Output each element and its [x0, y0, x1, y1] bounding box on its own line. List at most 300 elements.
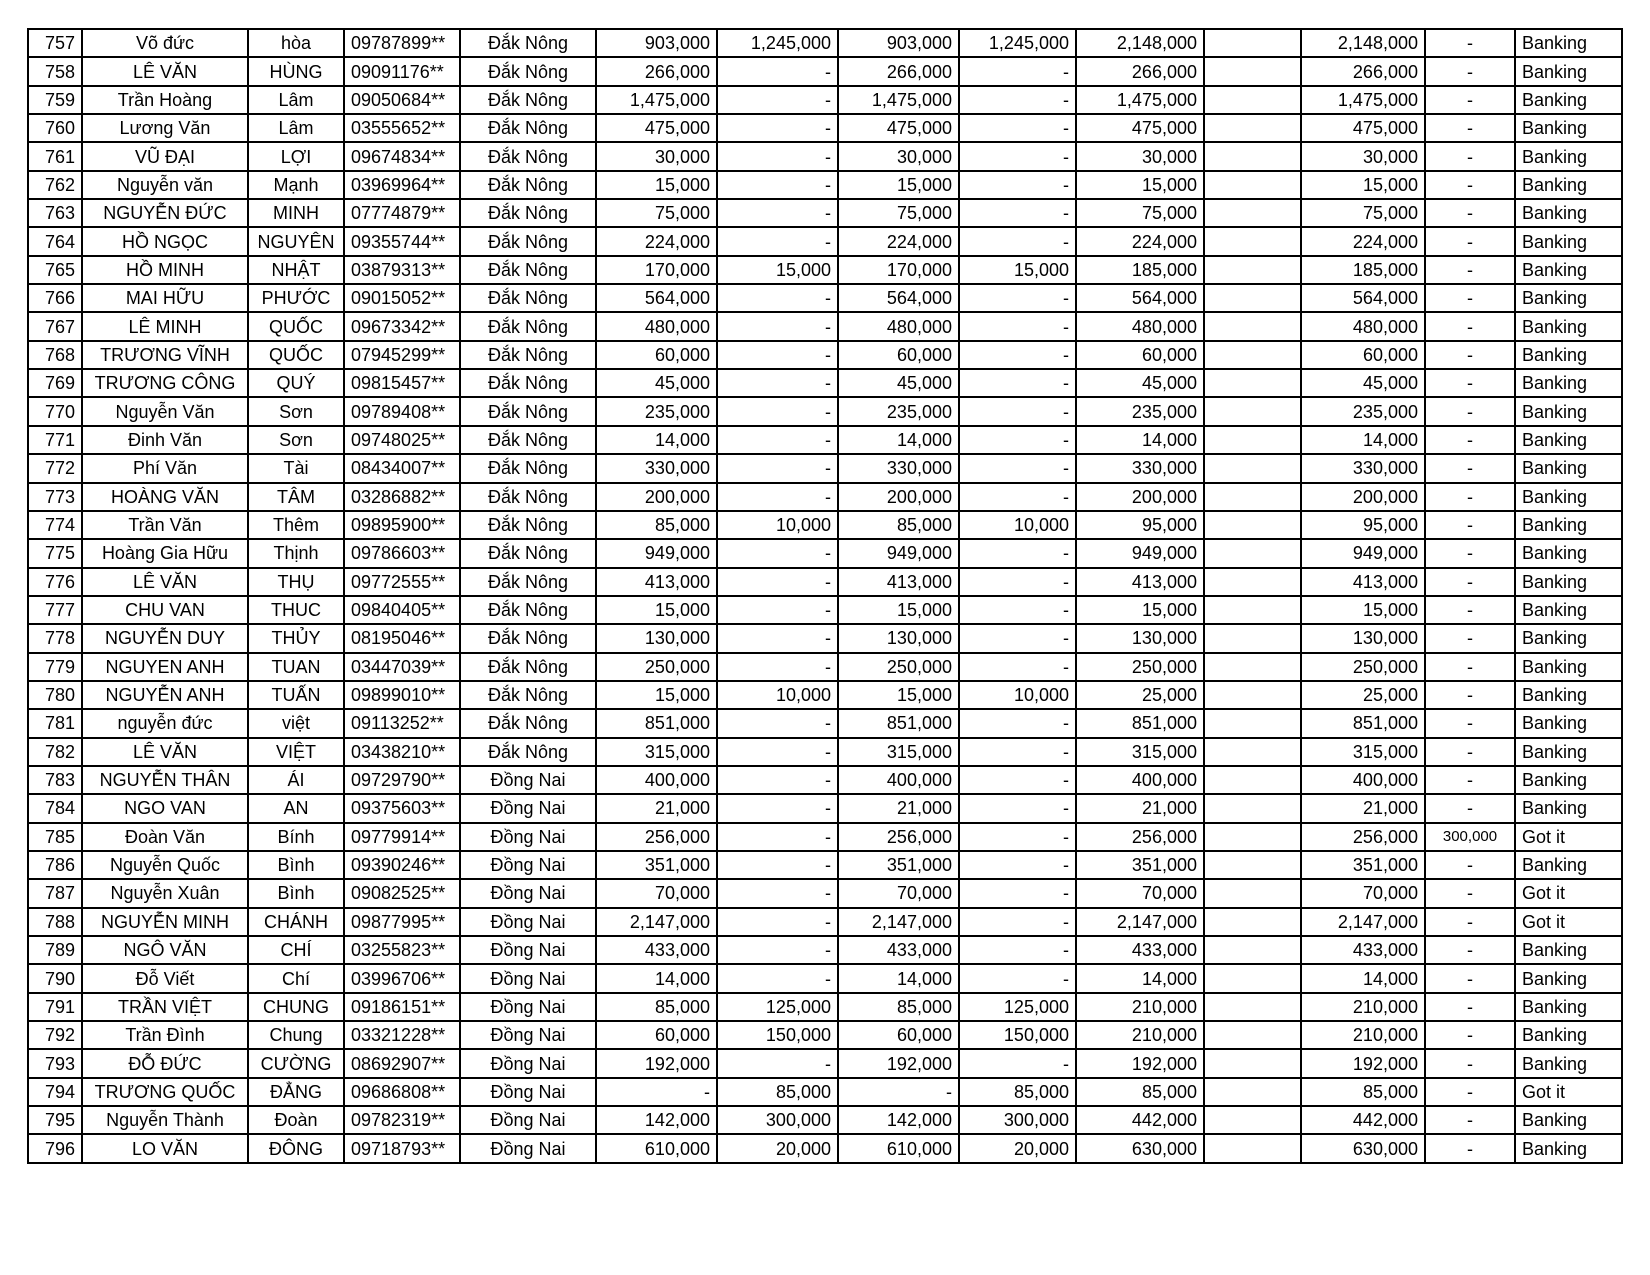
- cell-payment-method: Got it: [1515, 823, 1622, 851]
- cell-phone: 09748025**: [344, 426, 460, 454]
- cell-last-name: Võ đức: [82, 29, 248, 57]
- cell-payment-method: Banking: [1515, 624, 1622, 652]
- cell-first-name: việt: [248, 709, 344, 737]
- cell-amount-extra: -: [1425, 1106, 1515, 1134]
- cell-amount-1: 60,000: [596, 341, 717, 369]
- table-row: [28, 369, 1622, 397]
- cell-amount-extra: -: [1425, 936, 1515, 964]
- cell-first-name: Sơn: [248, 397, 344, 425]
- table-row: [28, 511, 1622, 539]
- cell-phone: 07774879**: [344, 199, 460, 227]
- cell-amount-total: 70,000: [1076, 879, 1204, 907]
- cell-amount-2: -: [717, 823, 838, 851]
- cell-row-number: 775: [28, 539, 82, 567]
- cell-payment-method: Banking: [1515, 709, 1622, 737]
- cell-phone: 09877995**: [344, 908, 460, 936]
- cell-blank: [1204, 114, 1301, 142]
- table-row: [28, 341, 1622, 369]
- cell-amount-4: -: [959, 227, 1076, 255]
- cell-blank: [1204, 86, 1301, 114]
- cell-amount-2: -: [717, 596, 838, 624]
- cell-payment-method: Banking: [1515, 483, 1622, 511]
- cell-first-name: Lâm: [248, 114, 344, 142]
- cell-first-name: Chung: [248, 1021, 344, 1049]
- cell-payment-method: Banking: [1515, 171, 1622, 199]
- cell-last-name: Phí Văn: [82, 454, 248, 482]
- cell-blank: [1204, 369, 1301, 397]
- cell-amount-2: -: [717, 86, 838, 114]
- cell-amount-4: -: [959, 199, 1076, 227]
- cell-amount-total: 442,000: [1076, 1106, 1204, 1134]
- cell-blank: [1204, 483, 1301, 511]
- cell-first-name: ĐẲNG: [248, 1078, 344, 1106]
- cell-amount-4: 150,000: [959, 1021, 1076, 1049]
- cell-amount-4: -: [959, 624, 1076, 652]
- cell-amount-paid: 330,000: [1301, 454, 1425, 482]
- cell-amount-2: -: [717, 171, 838, 199]
- table-row: [28, 738, 1622, 766]
- cell-amount-total: 433,000: [1076, 936, 1204, 964]
- cell-amount-4: -: [959, 596, 1076, 624]
- cell-amount-4: 10,000: [959, 511, 1076, 539]
- cell-first-name: Sơn: [248, 426, 344, 454]
- cell-amount-3: 315,000: [838, 738, 959, 766]
- cell-first-name: CƯỜNG: [248, 1049, 344, 1077]
- cell-row-number: 772: [28, 454, 82, 482]
- cell-phone: 09186151**: [344, 993, 460, 1021]
- cell-row-number: 773: [28, 483, 82, 511]
- cell-amount-3: 60,000: [838, 341, 959, 369]
- cell-amount-3: 610,000: [838, 1134, 959, 1162]
- cell-row-number: 791: [28, 993, 82, 1021]
- cell-last-name: LÊ MINH: [82, 312, 248, 340]
- cell-amount-1: 200,000: [596, 483, 717, 511]
- cell-payment-method: Banking: [1515, 454, 1622, 482]
- table-row: [28, 1078, 1622, 1106]
- cell-first-name: LỢI: [248, 142, 344, 170]
- cell-province: Đắk Nông: [460, 284, 596, 312]
- cell-amount-extra: -: [1425, 227, 1515, 255]
- cell-phone: 09113252**: [344, 709, 460, 737]
- cell-phone: 09772555**: [344, 568, 460, 596]
- table-row: [28, 199, 1622, 227]
- cell-amount-2: 10,000: [717, 511, 838, 539]
- cell-blank: [1204, 936, 1301, 964]
- cell-amount-2: -: [717, 284, 838, 312]
- cell-first-name: Bính: [248, 823, 344, 851]
- cell-province: Đắk Nông: [460, 709, 596, 737]
- cell-row-number: 793: [28, 1049, 82, 1077]
- cell-amount-1: -: [596, 1078, 717, 1106]
- cell-amount-total: 256,000: [1076, 823, 1204, 851]
- cell-payment-method: Banking: [1515, 993, 1622, 1021]
- cell-payment-method: Banking: [1515, 284, 1622, 312]
- cell-amount-1: 266,000: [596, 57, 717, 85]
- cell-phone: 09050684**: [344, 86, 460, 114]
- cell-amount-2: -: [717, 483, 838, 511]
- cell-amount-1: 315,000: [596, 738, 717, 766]
- cell-amount-extra: -: [1425, 341, 1515, 369]
- cell-province: Đồng Nai: [460, 879, 596, 907]
- cell-amount-total: 14,000: [1076, 426, 1204, 454]
- cell-amount-total: 475,000: [1076, 114, 1204, 142]
- cell-province: Đắk Nông: [460, 624, 596, 652]
- table-row: [28, 964, 1622, 992]
- cell-amount-3: 256,000: [838, 823, 959, 851]
- cell-phone: 09390246**: [344, 851, 460, 879]
- cell-last-name: TRƯƠNG VĨNH: [82, 341, 248, 369]
- cell-last-name: Nguyễn văn: [82, 171, 248, 199]
- cell-amount-extra: -: [1425, 1021, 1515, 1049]
- cell-amount-1: 130,000: [596, 624, 717, 652]
- table-row: [28, 312, 1622, 340]
- cell-amount-2: -: [717, 964, 838, 992]
- cell-amount-1: 2,147,000: [596, 908, 717, 936]
- cell-amount-4: -: [959, 1049, 1076, 1077]
- cell-amount-paid: 75,000: [1301, 199, 1425, 227]
- cell-row-number: 763: [28, 199, 82, 227]
- cell-amount-total: 330,000: [1076, 454, 1204, 482]
- cell-payment-method: Banking: [1515, 511, 1622, 539]
- cell-last-name: Nguyễn Xuân: [82, 879, 248, 907]
- cell-amount-extra: -: [1425, 794, 1515, 822]
- cell-amount-total: 2,148,000: [1076, 29, 1204, 57]
- cell-amount-1: 21,000: [596, 794, 717, 822]
- cell-last-name: NGÔ VĂN: [82, 936, 248, 964]
- cell-last-name: TRẦN VIỆT: [82, 993, 248, 1021]
- cell-amount-extra: -: [1425, 993, 1515, 1021]
- cell-row-number: 787: [28, 879, 82, 907]
- cell-amount-3: 60,000: [838, 1021, 959, 1049]
- cell-first-name: QUỐC: [248, 341, 344, 369]
- cell-blank: [1204, 284, 1301, 312]
- cell-row-number: 794: [28, 1078, 82, 1106]
- cell-last-name: NGUYỄN ANH: [82, 681, 248, 709]
- cell-payment-method: Banking: [1515, 341, 1622, 369]
- cell-province: Đắk Nông: [460, 653, 596, 681]
- cell-amount-total: 14,000: [1076, 964, 1204, 992]
- cell-amount-total: 351,000: [1076, 851, 1204, 879]
- cell-last-name: LÊ VĂN: [82, 57, 248, 85]
- cell-amount-2: 85,000: [717, 1078, 838, 1106]
- cell-amount-paid: 851,000: [1301, 709, 1425, 737]
- cell-amount-4: -: [959, 879, 1076, 907]
- cell-blank: [1204, 624, 1301, 652]
- cell-last-name: Đinh Văn: [82, 426, 248, 454]
- cell-amount-3: 400,000: [838, 766, 959, 794]
- cell-payment-method: Banking: [1515, 1134, 1622, 1162]
- cell-amount-2: -: [717, 766, 838, 794]
- cell-province: Đắk Nông: [460, 86, 596, 114]
- cell-last-name: nguyễn đức: [82, 709, 248, 737]
- cell-last-name: MAI HỮU: [82, 284, 248, 312]
- cell-phone: 09782319**: [344, 1106, 460, 1134]
- cell-last-name: LO VĂN: [82, 1134, 248, 1162]
- table-row: [28, 86, 1622, 114]
- cell-amount-paid: 250,000: [1301, 653, 1425, 681]
- cell-amount-paid: 433,000: [1301, 936, 1425, 964]
- cell-amount-total: 30,000: [1076, 142, 1204, 170]
- cell-amount-paid: 442,000: [1301, 1106, 1425, 1134]
- cell-phone: 09375603**: [344, 794, 460, 822]
- cell-amount-3: 130,000: [838, 624, 959, 652]
- cell-blank: [1204, 142, 1301, 170]
- cell-province: Đồng Nai: [460, 1078, 596, 1106]
- table-row: [28, 426, 1622, 454]
- cell-first-name: hòa: [248, 29, 344, 57]
- cell-amount-paid: 95,000: [1301, 511, 1425, 539]
- cell-amount-4: 20,000: [959, 1134, 1076, 1162]
- cell-amount-paid: 210,000: [1301, 993, 1425, 1021]
- table-row: [28, 936, 1622, 964]
- cell-province: Đồng Nai: [460, 823, 596, 851]
- cell-first-name: QUÝ: [248, 369, 344, 397]
- cell-blank: [1204, 851, 1301, 879]
- cell-phone: 09674834**: [344, 142, 460, 170]
- cell-first-name: TÂM: [248, 483, 344, 511]
- cell-amount-paid: 14,000: [1301, 964, 1425, 992]
- cell-first-name: TUẤN: [248, 681, 344, 709]
- cell-amount-total: 224,000: [1076, 227, 1204, 255]
- cell-row-number: 760: [28, 114, 82, 142]
- cell-province: Đắk Nông: [460, 29, 596, 57]
- cell-phone: 09686808**: [344, 1078, 460, 1106]
- cell-province: Đồng Nai: [460, 1106, 596, 1134]
- cell-amount-paid: 256,000: [1301, 823, 1425, 851]
- cell-row-number: 781: [28, 709, 82, 737]
- cell-amount-4: -: [959, 171, 1076, 199]
- cell-amount-2: 300,000: [717, 1106, 838, 1134]
- cell-amount-1: 142,000: [596, 1106, 717, 1134]
- cell-amount-1: 235,000: [596, 397, 717, 425]
- cell-amount-1: 15,000: [596, 171, 717, 199]
- table-body: [28, 29, 1622, 1163]
- cell-amount-3: 14,000: [838, 426, 959, 454]
- cell-row-number: 771: [28, 426, 82, 454]
- cell-row-number: 777: [28, 596, 82, 624]
- cell-amount-2: -: [717, 908, 838, 936]
- cell-amount-paid: 400,000: [1301, 766, 1425, 794]
- cell-amount-extra: -: [1425, 624, 1515, 652]
- table-row: [28, 993, 1622, 1021]
- cell-row-number: 782: [28, 738, 82, 766]
- cell-first-name: HÙNG: [248, 57, 344, 85]
- cell-amount-3: 351,000: [838, 851, 959, 879]
- cell-amount-2: 10,000: [717, 681, 838, 709]
- cell-amount-1: 1,475,000: [596, 86, 717, 114]
- cell-amount-paid: 15,000: [1301, 596, 1425, 624]
- table-row: [28, 483, 1622, 511]
- cell-amount-2: -: [717, 624, 838, 652]
- cell-amount-3: 70,000: [838, 879, 959, 907]
- table-row: [28, 596, 1622, 624]
- cell-blank: [1204, 568, 1301, 596]
- cell-row-number: 778: [28, 624, 82, 652]
- cell-blank: [1204, 256, 1301, 284]
- cell-amount-4: 1,245,000: [959, 29, 1076, 57]
- cell-payment-method: Banking: [1515, 426, 1622, 454]
- cell-last-name: Đoàn Văn: [82, 823, 248, 851]
- cell-amount-3: 330,000: [838, 454, 959, 482]
- cell-amount-total: 60,000: [1076, 341, 1204, 369]
- cell-first-name: MINH: [248, 199, 344, 227]
- cell-blank: [1204, 312, 1301, 340]
- cell-last-name: LÊ VĂN: [82, 738, 248, 766]
- cell-amount-total: 630,000: [1076, 1134, 1204, 1162]
- cell-last-name: Lương Văn: [82, 114, 248, 142]
- cell-first-name: Thêm: [248, 511, 344, 539]
- cell-amount-3: 200,000: [838, 483, 959, 511]
- cell-amount-1: 400,000: [596, 766, 717, 794]
- cell-amount-3: 250,000: [838, 653, 959, 681]
- cell-amount-3: 475,000: [838, 114, 959, 142]
- cell-province: Đồng Nai: [460, 1049, 596, 1077]
- cell-amount-4: -: [959, 397, 1076, 425]
- cell-phone: 09718793**: [344, 1134, 460, 1162]
- cell-row-number: 757: [28, 29, 82, 57]
- cell-last-name: NGUYỄN DUY: [82, 624, 248, 652]
- cell-amount-4: -: [959, 766, 1076, 794]
- cell-last-name: HOÀNG VĂN: [82, 483, 248, 511]
- cell-row-number: 785: [28, 823, 82, 851]
- cell-amount-extra: -: [1425, 1134, 1515, 1162]
- cell-amount-paid: 25,000: [1301, 681, 1425, 709]
- cell-blank: [1204, 1078, 1301, 1106]
- cell-province: Đắk Nông: [460, 483, 596, 511]
- cell-amount-extra: -: [1425, 426, 1515, 454]
- cell-payment-method: Banking: [1515, 114, 1622, 142]
- cell-row-number: 796: [28, 1134, 82, 1162]
- table-row: [28, 114, 1622, 142]
- cell-amount-total: 15,000: [1076, 596, 1204, 624]
- cell-phone: 09840405**: [344, 596, 460, 624]
- cell-amount-1: 480,000: [596, 312, 717, 340]
- cell-amount-1: 192,000: [596, 1049, 717, 1077]
- cell-last-name: Trần Đình: [82, 1021, 248, 1049]
- cell-amount-4: -: [959, 57, 1076, 85]
- table-row: [28, 823, 1622, 851]
- cell-amount-total: 210,000: [1076, 993, 1204, 1021]
- cell-amount-4: -: [959, 709, 1076, 737]
- cell-province: Đắk Nông: [460, 142, 596, 170]
- cell-payment-method: Banking: [1515, 681, 1622, 709]
- cell-amount-2: -: [717, 57, 838, 85]
- cell-first-name: THỤ: [248, 568, 344, 596]
- cell-blank: [1204, 426, 1301, 454]
- cell-amount-extra: -: [1425, 312, 1515, 340]
- cell-last-name: Nguyễn Thành: [82, 1106, 248, 1134]
- cell-first-name: Tài: [248, 454, 344, 482]
- cell-amount-2: -: [717, 794, 838, 822]
- table-row: [28, 539, 1622, 567]
- table-row: [28, 1134, 1622, 1162]
- cell-amount-1: 475,000: [596, 114, 717, 142]
- cell-last-name: Đỗ Viết: [82, 964, 248, 992]
- cell-last-name: Hoàng Gia Hữu: [82, 539, 248, 567]
- cell-last-name: HỒ NGỌC: [82, 227, 248, 255]
- table-row: [28, 568, 1622, 596]
- cell-amount-paid: 210,000: [1301, 1021, 1425, 1049]
- cell-amount-1: 851,000: [596, 709, 717, 737]
- cell-amount-extra: -: [1425, 511, 1515, 539]
- cell-amount-total: 210,000: [1076, 1021, 1204, 1049]
- cell-row-number: 764: [28, 227, 82, 255]
- cell-first-name: QUỐC: [248, 312, 344, 340]
- cell-phone: 08692907**: [344, 1049, 460, 1077]
- cell-amount-extra: -: [1425, 199, 1515, 227]
- cell-amount-2: -: [717, 312, 838, 340]
- cell-row-number: 786: [28, 851, 82, 879]
- cell-last-name: Nguyễn Quốc: [82, 851, 248, 879]
- cell-amount-total: 949,000: [1076, 539, 1204, 567]
- cell-amount-3: 14,000: [838, 964, 959, 992]
- cell-last-name: Nguyễn Văn: [82, 397, 248, 425]
- cell-payment-method: Banking: [1515, 256, 1622, 284]
- cell-amount-paid: 21,000: [1301, 794, 1425, 822]
- cell-amount-extra: -: [1425, 142, 1515, 170]
- cell-amount-2: -: [717, 738, 838, 766]
- cell-province: Đắk Nông: [460, 681, 596, 709]
- cell-amount-3: 433,000: [838, 936, 959, 964]
- cell-payment-method: Banking: [1515, 964, 1622, 992]
- cell-blank: [1204, 653, 1301, 681]
- cell-amount-1: 351,000: [596, 851, 717, 879]
- cell-amount-paid: 564,000: [1301, 284, 1425, 312]
- cell-payment-method: Banking: [1515, 653, 1622, 681]
- cell-amount-4: -: [959, 851, 1076, 879]
- table-row: [28, 1021, 1622, 1049]
- cell-payment-method: Banking: [1515, 851, 1622, 879]
- cell-blank: [1204, 1049, 1301, 1077]
- cell-amount-paid: 60,000: [1301, 341, 1425, 369]
- cell-row-number: 761: [28, 142, 82, 170]
- cell-first-name: NHẬT: [248, 256, 344, 284]
- cell-last-name: NGO VAN: [82, 794, 248, 822]
- cell-amount-2: -: [717, 539, 838, 567]
- cell-amount-extra: -: [1425, 908, 1515, 936]
- cell-first-name: PHƯỚC: [248, 284, 344, 312]
- table-row: [28, 766, 1622, 794]
- cell-row-number: 792: [28, 1021, 82, 1049]
- cell-last-name: NGUYỄN ĐỨC: [82, 199, 248, 227]
- cell-amount-paid: 413,000: [1301, 568, 1425, 596]
- cell-amount-2: -: [717, 1049, 838, 1077]
- cell-amount-total: 200,000: [1076, 483, 1204, 511]
- cell-first-name: AN: [248, 794, 344, 822]
- cell-phone: 09355744**: [344, 227, 460, 255]
- cell-blank: [1204, 908, 1301, 936]
- cell-phone: 03438210**: [344, 738, 460, 766]
- cell-amount-total: 130,000: [1076, 624, 1204, 652]
- cell-phone: 03969964**: [344, 171, 460, 199]
- cell-blank: [1204, 539, 1301, 567]
- cell-amount-extra: 300,000: [1425, 823, 1515, 851]
- cell-amount-paid: 480,000: [1301, 312, 1425, 340]
- cell-amount-4: -: [959, 369, 1076, 397]
- cell-amount-3: 949,000: [838, 539, 959, 567]
- cell-province: Đắk Nông: [460, 256, 596, 284]
- cell-amount-1: 15,000: [596, 681, 717, 709]
- cell-amount-4: -: [959, 483, 1076, 511]
- cell-amount-3: 903,000: [838, 29, 959, 57]
- cell-first-name: Chí: [248, 964, 344, 992]
- cell-amount-3: 235,000: [838, 397, 959, 425]
- cell-amount-extra: -: [1425, 1078, 1515, 1106]
- cell-province: Đắk Nông: [460, 199, 596, 227]
- cell-blank: [1204, 794, 1301, 822]
- cell-blank: [1204, 29, 1301, 57]
- cell-first-name: ĐÔNG: [248, 1134, 344, 1162]
